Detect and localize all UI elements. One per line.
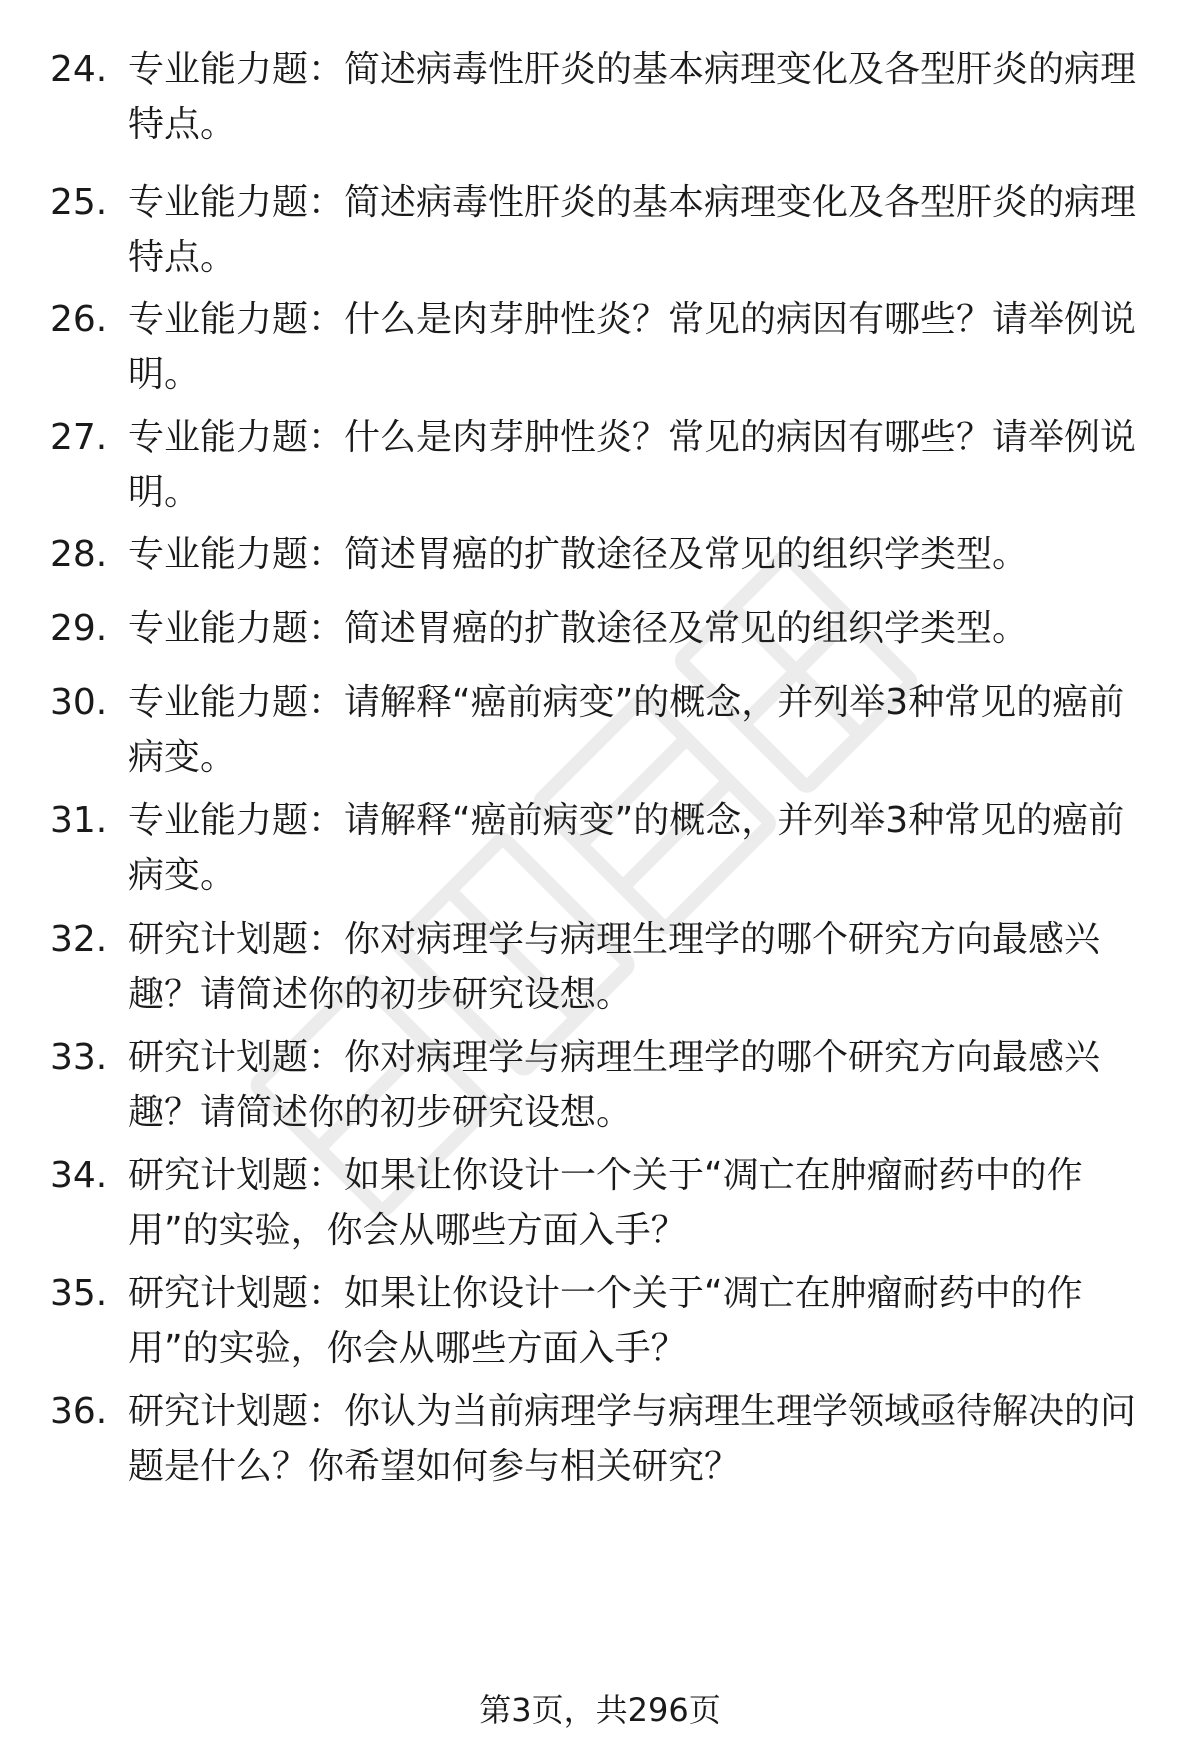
question-text-line: 专业能力题：简述胃癌的扩散途径及常见的组织学类型。 (128, 534, 1029, 575)
question-text-line: 研究计划题：你对病理学与病理生理学的哪个研究方向最感兴 (128, 919, 1101, 960)
question-text-line: 专业能力题：简述病毒性肝炎的基本病理变化及各型肝炎的病理 (128, 49, 1137, 90)
question-number: 30. (50, 682, 108, 723)
question-text-line: 特点。 (128, 237, 237, 278)
question-number: 31. (50, 800, 108, 841)
question-text (128, 410, 1168, 520)
question-text-line: 用”的实验，你会从哪些方面入手？ (128, 1328, 687, 1369)
question-text-line: 趣？请简述你的初步研究设想。 (128, 1092, 633, 1133)
question-text (128, 793, 1168, 903)
question-text-line: 专业能力题：请解释“癌前病变”的概念，并列举3种常见的癌前 (128, 800, 1125, 841)
question-text-line: 明。 (128, 354, 201, 395)
question-text (128, 601, 1168, 656)
question-text (128, 1148, 1168, 1258)
question-text (128, 1384, 1168, 1494)
question-text-line: 专业能力题：简述胃癌的扩散途径及常见的组织学类型。 (128, 608, 1029, 649)
question-number: 29. (50, 608, 108, 649)
question-text-line: 专业能力题：什么是肉芽肿性炎？常见的病因有哪些？请举例说 (128, 299, 1137, 340)
question-number: 34. (50, 1155, 108, 1196)
question-text-line: 用”的实验，你会从哪些方面入手？ (128, 1210, 687, 1251)
question-text (128, 175, 1168, 285)
question-text-line: 病变。 (128, 855, 237, 896)
question-text-line: 专业能力题：请解释“癌前病变”的概念，并列举3种常见的癌前 (128, 682, 1125, 723)
page-footer: 第3页，共296页 (479, 1691, 721, 1729)
question-number: 33. (50, 1037, 108, 1078)
question-text-line: 题是什么？你希望如何参与相关研究？ (128, 1446, 741, 1487)
question-number: 24. (50, 49, 108, 90)
question-text-line: 研究计划题：你认为当前病理学与病理生理学领域亟待解决的问 (128, 1391, 1137, 1432)
question-text-line: 研究计划题：如果让你设计一个关于“凋亡在肿瘤耐药中的作 (128, 1155, 1083, 1196)
question-number: 28. (50, 534, 108, 575)
question-number: 36. (50, 1391, 108, 1432)
question-text-line: 病变。 (128, 737, 237, 778)
question-number: 26. (50, 299, 108, 340)
question-text-line: 专业能力题：什么是肉芽肿性炎？常见的病因有哪些？请举例说 (128, 417, 1137, 458)
question-text (128, 527, 1168, 582)
question-text (128, 675, 1168, 785)
question-number: 32. (50, 919, 108, 960)
question-text-line: 明。 (128, 472, 201, 513)
question-number: 35. (50, 1273, 108, 1314)
question-number: 27. (50, 417, 108, 458)
question-text (128, 292, 1168, 402)
question-number: 25. (50, 182, 108, 223)
question-text (128, 912, 1168, 1022)
question-text (128, 1030, 1168, 1140)
question-text-line: 特点。 (128, 104, 237, 145)
question-text-line: 研究计划题：如果让你设计一个关于“凋亡在肿瘤耐药中的作 (128, 1273, 1083, 1314)
question-text-line: 趣？请简述你的初步研究设想。 (128, 974, 633, 1015)
question-text-line: 专业能力题：简述病毒性肝炎的基本病理变化及各型肝炎的病理 (128, 182, 1137, 223)
question-text (128, 1266, 1168, 1376)
question-text (128, 42, 1168, 152)
question-text-line: 研究计划题：你对病理学与病理生理学的哪个研究方向最感兴 (128, 1037, 1101, 1078)
